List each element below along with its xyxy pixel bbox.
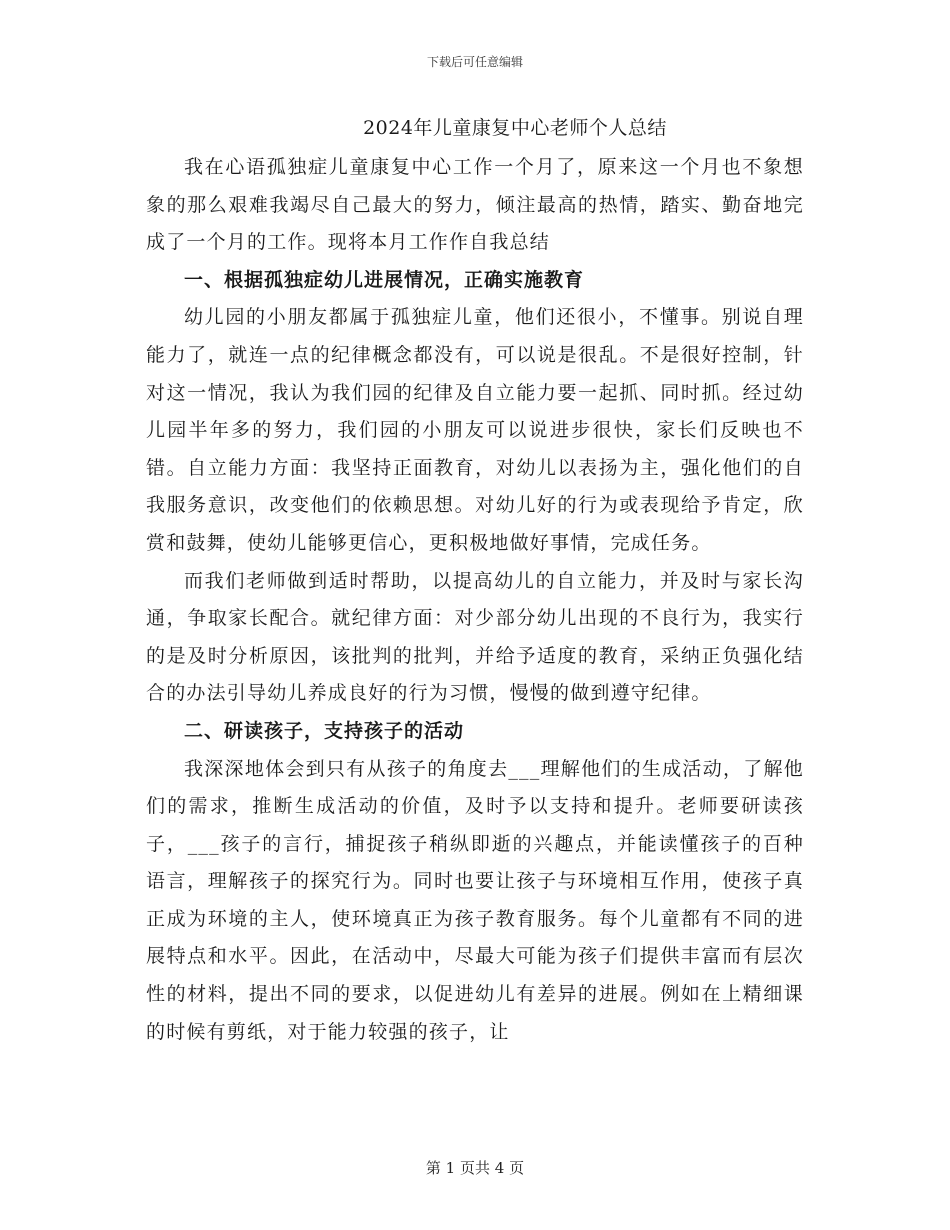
section-1-paragraph-1: 幼儿园的小朋友都属于孤独症儿童，他们还很小，不懂事。别说自理能力了，就连一点的纪律概念都没有，可以说是很乱。不是很好控制，针对这一情况，我认为我们园的纪律及自立能力要一起抓、同时抓。经过幼儿园半年多的努力，我们园的小朋友可以说进步很快，家长们反映也不错。自立能力方面：我坚持正面教育，对幼儿以表扬为主，强化他们的自我服务意识，改变他们的依赖思想。对幼儿好的行为或表现给予肯定，欣赏和鼓舞，使幼儿能够更信心，更积极地做好事情，完成任务。 bbox=[146, 306, 804, 554]
header-note: 下载后可任意编辑 bbox=[426, 55, 523, 69]
section-2-paragraph-1: 我深深地体会到只有从孩子的角度去___理解他们的生成活动，了解他们的需求，推断生成活动的价值，及时予以支持和提升。老师要研读孩子，___孩子的言行，捕捉孩子稍纵即逝的兴趣点，并能读懂孩子的百种语言，理解孩子的探究行为。同时也要让孩子与环境相互作用，使孩子真正成为环境的主人，使环境真正为孩子教育服务。每个儿童都有不同的进展特点和水平。因此，在活动中，尽最大可能为孩子们提供丰富而有层次性的材料，提出不同的要求，以促进幼儿有差异的进展。例如在上精细课的时候有剪纸，对于能力较强的孩子，让 bbox=[146, 757, 804, 1043]
section-2-heading: 二、研读孩子，支持孩子的活动 bbox=[184, 719, 465, 742]
document-body bbox=[146, 113, 804, 1051]
document-title: 2024年儿童康复中心老师个人总结 bbox=[363, 117, 667, 139]
section-1-paragraph-2: 而我们老师做到适时帮助，以提高幼儿的自立能力，并及时与家长沟通，争取家长配合。就纪律方面：对少部分幼儿出现的不良行为，我实行的是及时分析原因，该批判的批判，并给予适度的教育，采纳正负强化结合的办法引导幼儿养成良好的行为习惯，慢慢的做到遵守纪律。 bbox=[146, 569, 804, 705]
page-number: 第 1 页共 4 页 bbox=[425, 1159, 525, 1177]
section-1-heading: 一、根据孤独症幼儿进展情况，正确实施教育 bbox=[184, 268, 585, 291]
intro-paragraph: 我在心语孤独症儿童康复中心工作一个月了，原来这一个月也不象想象的那么艰难我竭尽自己最大的努力，倾注最高的热情，踏实、勤奋地完成了一个月的工作。现将本月工作作自我总结 bbox=[146, 156, 804, 254]
